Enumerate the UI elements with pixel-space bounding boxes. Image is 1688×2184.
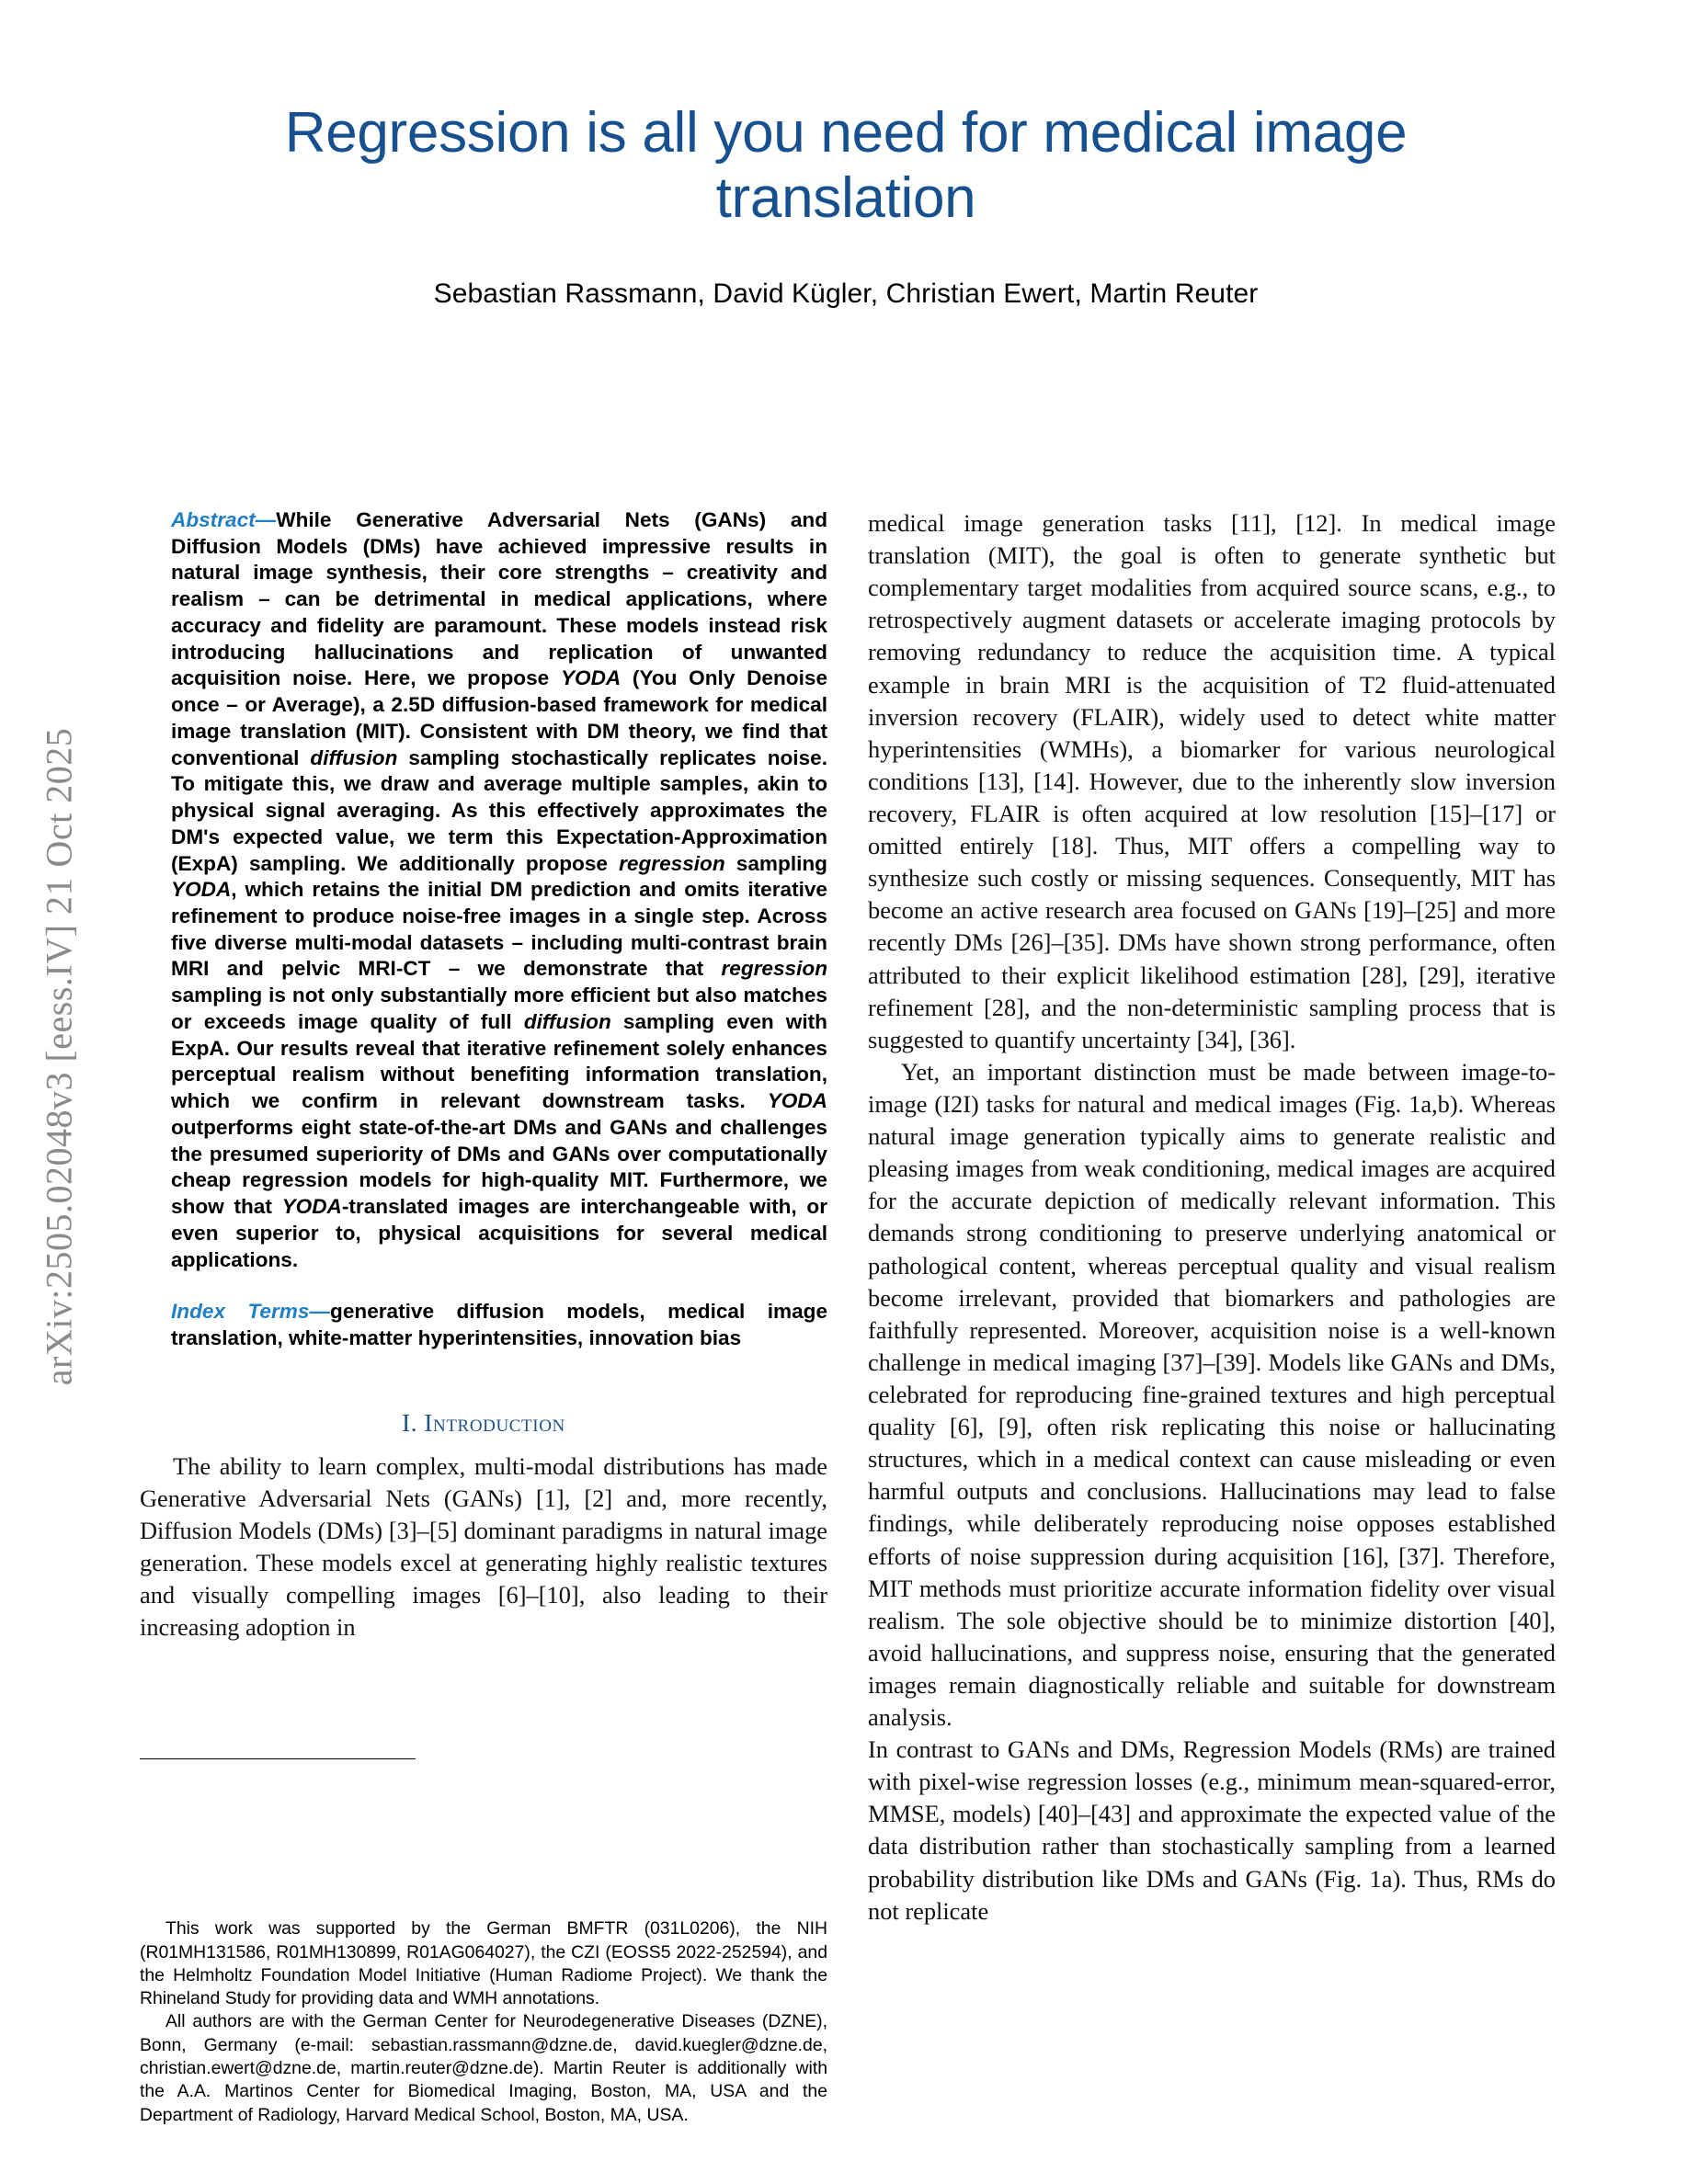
author-list: Sebastian Rassmann, David Kügler, Christian Ewert, Martin Reuter <box>433 279 1259 310</box>
footnote-block <box>140 1917 827 2127</box>
index-terms-text: generative diffusion models, medical image translation, white-matter hyperintensities, innovation bias <box>171 1300 828 1350</box>
paper-header <box>110 101 1581 310</box>
section-heading-introduction: I. Introduction <box>402 1408 565 1437</box>
abstract-em-yoda-4: YODA <box>281 1195 342 1219</box>
intro-paragraph-1-cont: medical image generation tasks [11], [12]. In medical image translation (MIT), the goal is often to generate synthetic but complementary target modalities from acquired source scans, e.g., to retrospectively augment datasets or accelerate imaging protocols by removing redundancy to reduce the acquisition time. A typical example in brain MRI is the acquisition of T2 fluid-attenuated inversion recovery (FLAIR), widely used to detect white matter hyperintensities (WMHs), a biomarker for various neurological conditions [13], [14]. However, due to the inherently slow inversion recovery, FLAIR is often acquired at low resolution [15]–[17] or omitted entirely [18]. Thus, MIT offers a compelling way to synthesize such costly or missing sequences. Consequently, MIT has become an active research area focused on GANs [19]–[25] and more recently DMs [26]–[35]. DMs have shown strong performance, often attributed to their explicit likelihood estimation [28], [29], iterative refinement [28], and the non-deterministic sampling process that is suggested to quantify uncertainty [34], [36]. <box>868 509 1556 1053</box>
abstract-em-yoda-2: YODA <box>171 878 232 902</box>
abstract-text-3: sampling stochastically replicates noise. To mitigate this, we draw and average multiple samples, akin to physical signal averaging. As this effectively approximates the DM's expected value, we term this Expectation-Approximation (ExpA) sampling. We additionally propose <box>171 745 827 875</box>
intro-paragraph-3: In contrast to GANs and DMs, Regression Models (RMs) are trained with pixel-wise regression losses (e.g., minimum mean-squared-error, MMSE, models) [40]–[43] and approximate the expected value of the data distribution rather than stochastically sampling from a learned probability distribution like DMs and GANs (Fig. 1a). Thus, RMs do not replicate <box>868 1735 1556 1925</box>
arxiv-stamp: arXiv:2505.02048v3 [eess.IV] 21 Oct 2025 <box>38 727 80 1386</box>
left-column <box>140 507 827 2153</box>
abstract-text-8: outperforms eight state-of-the-art DMs and GANs and challenges the presumed superiority of DMs and GANs over computationally cheap regression models for high-quality MIT. Furthermore, we show that <box>171 1115 827 1219</box>
right-column <box>868 507 1556 2153</box>
abstract-text-2: (You Only Denoise once – or Average), a 2.5D diffusion-based framework for medical image translation (MIT). Consistent with DM theory, we find that conventional <box>171 666 828 769</box>
abstract-em-regression-2: regression <box>721 957 827 981</box>
abstract-text-6: sampling is not only substantially more efficient but also matches or exceeds image quality of full <box>171 984 827 1033</box>
page-title: Regression is all you need for medical image translation <box>284 101 1408 230</box>
two-column-body <box>140 507 1556 2153</box>
abstract-em-diffusion-2: diffusion <box>523 1009 611 1033</box>
abstract-em-yoda-3: YODA <box>767 1089 827 1113</box>
abstract-text-7: sampling even with ExpA. Our results reveal that iterative refinement solely enhances perceptual realism without benefiting information translation, which we confirm in relevant downstream tasks. <box>171 1009 827 1113</box>
abstract-text-1: While Generative Adversarial Nets (GANs) and Diffusion Models (DMs) have achieved impressive results in natural image synthesis, their core strengths – creativity and realism – can be detrimental in medical applications, where accuracy and fidelity are paramount. These models instead risk introducing hallucinations and replication of unwanted acquisition noise. Here, we propose <box>171 508 827 690</box>
abstract-em-yoda-1: YODA <box>560 666 622 690</box>
footnote-affiliation: All authors are with the German Center for Neurodegenerative Diseases (DZNE), Bonn, Germany (e-mail: sebastian.rassmann@dzne.de, david.kuegler@dzne.de, christian.ewert@dzne.de, martin.reuter@dzne.de). Martin Reuter is additionally with the A.A. Martinos Center for Biomedical Imaging, Boston, MA, USA and the Department of Radiology, Harvard Medical School, Boston, MA, USA. <box>140 2011 827 2125</box>
abstract-em-regression-1: regression <box>619 851 725 875</box>
index-terms-paragraph <box>140 1299 827 1351</box>
footnote-separator <box>140 1758 416 1759</box>
footnote-funding: This work was supported by the German BMFTR (031L0206), the NIH (R01MH131586, R01MH130899, R01AG064027), the CZI (EOSS5 2022-252594), and the Helmholtz Foundation Model Initiative (Human Radiome Project). We thank the Rhineland Study for providing data and WMH annotations. <box>140 1918 827 2009</box>
intro-paragraph-1: The ability to learn complex, multi-modal distributions has made Generative Adversarial Nets (GANs) [1], [2] and, more recently, Diffusion Models (DMs) [3]–[5] dominant paradigms in natural image generation. These models excel at generating highly realistic textures and visually compelling images [6]–[10], also leading to their increasing adoption in <box>140 1451 827 1642</box>
intro-paragraph-2: Yet, an important distinction must be made between image-to-image (I2I) tasks for natural and medical images (Fig. 1a,b). Whereas natural image generation typically aims to generate realistic and pleasing images from weak conditioning, medical images are acquired for the accurate depiction of medically relevant information. This demands strong conditioning to preserve underlying anatomical or pathological content, whereas perceptual quality and visual realism become irrelevant, provided that biomarkers and pathologies are faithfully represented. Moreover, acquisition noise is a well-known challenge in medical imaging [37]–[39]. Models like GANs and DMs, celebrated for reproducing fine-grained textures and high perceptual quality [6], [9], often risk replicating this noise or hallucinating structures, which in a medical context can cause misleading or even harmful outputs and conclusions. Hallucinations may lead to false findings, while deliberately reproducing noise opposes established efforts of noise suppression during acquisition [16], [37]. Therefore, MIT methods must prioritize accurate information fidelity over visual realism. The sole objective should be to minimize distortion [40], avoid hallucinations, and suppress noise, ensuring that the generated images remain diagnostically reliable and suitable for downstream analysis. <box>868 1057 1556 1732</box>
abstract-em-diffusion-1: diffusion <box>310 745 398 769</box>
abstract-text-5: , which retains the initial DM prediction and omits iterative refinement to produce noise-free images in a single step. Across five diverse multi-modal datasets – including multi-contrast brain MRI and pelvic MRI-CT – we demonstrate that <box>171 878 827 981</box>
abstract-label: Abstract— <box>171 508 277 531</box>
abstract-text-4: sampling <box>724 851 827 875</box>
abstract-text-9: -translated images are interchangeable with, or even superior to, physical acquisitions for several medical applications. <box>171 1195 828 1271</box>
abstract-paragraph <box>140 507 827 1273</box>
index-terms-label: Index Terms— <box>171 1300 331 1324</box>
